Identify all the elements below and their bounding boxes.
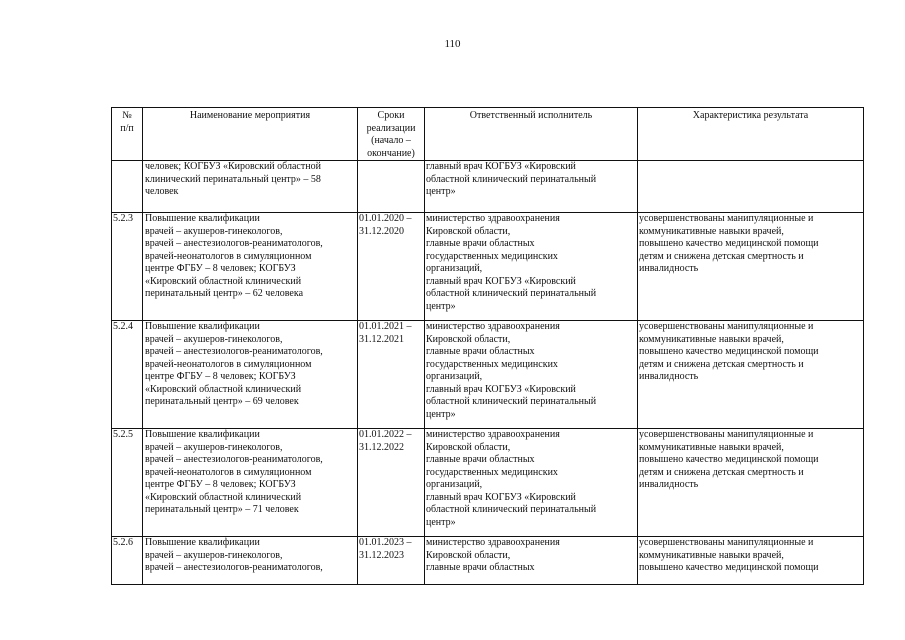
cell-line: усовершенствованы манипуляционные и bbox=[639, 213, 814, 224]
header-line: Сроки bbox=[377, 110, 405, 121]
cell-line: министерство здравоохранения bbox=[426, 429, 560, 440]
cell-line: центре ФГБУ – 8 человек; КОГБУЗ bbox=[145, 371, 296, 382]
cell-line: министерство здравоохранения bbox=[426, 213, 560, 224]
cell-line: Повышение квалификации bbox=[145, 213, 260, 224]
cell-line: организаций, bbox=[426, 371, 483, 382]
responsible-executor-cell bbox=[425, 213, 638, 321]
result-description-cell bbox=[638, 537, 864, 585]
table-row bbox=[112, 161, 864, 213]
activity-name-cell bbox=[143, 321, 358, 429]
cell-line: усовершенствованы манипуляционные и bbox=[639, 429, 814, 440]
header-line: Характеристика результата bbox=[692, 110, 809, 121]
cell-line: главные врачи областных bbox=[426, 238, 535, 249]
cell-line: инвалидность bbox=[639, 479, 699, 490]
table-header-row bbox=[112, 108, 864, 161]
cell-line: главный врач КОГБУЗ «Кировский bbox=[426, 383, 576, 395]
cell-line: Кировской области, bbox=[426, 549, 511, 561]
header-implementation-dates bbox=[358, 108, 425, 161]
cell-line: 01.01.2020 – bbox=[359, 213, 412, 224]
row-number: 5.2.4 bbox=[112, 321, 143, 429]
cell-line: центр» bbox=[426, 408, 456, 420]
implementation-dates-cell bbox=[358, 161, 425, 213]
activity-name-cell bbox=[143, 161, 358, 213]
cell-line: повышено качество медицинской помощи bbox=[639, 238, 819, 249]
cell-line: «Кировский областной клинический bbox=[145, 275, 302, 287]
header-line: Наименование мероприятия bbox=[189, 110, 311, 121]
header-activity-name bbox=[143, 108, 358, 161]
cell-line: Кировской области, bbox=[426, 333, 511, 345]
responsible-executor-cell bbox=[425, 161, 638, 213]
cell-line: центре ФГБУ – 8 человек; КОГБУЗ bbox=[145, 479, 296, 490]
table-row bbox=[112, 213, 864, 321]
cell-line: повышено качество медицинской помощи bbox=[639, 562, 819, 573]
row-number: 5.2.6 bbox=[112, 537, 143, 585]
header-line: Ответственный исполнитель bbox=[469, 110, 593, 121]
row-number: 5.2.3 bbox=[112, 213, 143, 321]
cell-line: врачей-неонатологов в симуляционном bbox=[145, 466, 312, 478]
cell-line: организаций, bbox=[426, 263, 483, 274]
cell-line: областной клинический перинатальный bbox=[426, 504, 597, 515]
activity-name-cell bbox=[143, 213, 358, 321]
cell-line: центр» bbox=[426, 186, 456, 197]
cell-line: коммуникативные навыки врачей, bbox=[639, 225, 784, 237]
activities-table bbox=[111, 107, 864, 585]
table-row bbox=[112, 321, 864, 429]
implementation-dates-cell bbox=[358, 213, 425, 321]
table-body bbox=[112, 161, 864, 585]
cell-line: перинатальный центр» – 62 человека bbox=[145, 288, 304, 299]
cell-line: 31.12.2023 bbox=[359, 549, 404, 561]
header-line: п/п bbox=[120, 122, 134, 134]
implementation-dates-cell bbox=[358, 429, 425, 537]
cell-line: перинатальный центр» – 71 человек bbox=[145, 504, 299, 515]
cell-line: министерство здравоохранения bbox=[426, 321, 560, 332]
cell-line: Повышение квалификации bbox=[145, 321, 260, 332]
cell-line: «Кировский областной клинический bbox=[145, 383, 302, 395]
page-bottom-margin bbox=[0, 600, 905, 640]
cell-line: главные врачи областных bbox=[426, 562, 535, 573]
implementation-dates-cell bbox=[358, 321, 425, 429]
cell-line: врачей – анестезиологов-реаниматологов, bbox=[145, 346, 323, 357]
cell-line: 01.01.2022 – bbox=[359, 429, 412, 440]
result-description-cell bbox=[638, 213, 864, 321]
header-line: реализации bbox=[366, 122, 416, 134]
cell-line: врачей-неонатологов в симуляционном bbox=[145, 250, 312, 262]
cell-line: «Кировский областной клинический bbox=[145, 491, 302, 503]
activity-name-cell bbox=[143, 537, 358, 585]
cell-line: государственных медицинских bbox=[426, 250, 558, 262]
cell-line: повышено качество медицинской помощи bbox=[639, 346, 819, 357]
cell-line: усовершенствованы манипуляционные и bbox=[639, 537, 814, 548]
cell-line: врачей – акушеров-гинекологов, bbox=[145, 441, 283, 453]
cell-line: человек bbox=[145, 186, 179, 197]
header-line: окончание) bbox=[367, 147, 415, 159]
header-line: (начало – bbox=[371, 135, 411, 146]
cell-line: коммуникативные навыки врачей, bbox=[639, 333, 784, 345]
cell-line: центр» bbox=[426, 516, 456, 528]
cell-line: перинатальный центр» – 69 человек bbox=[145, 396, 299, 407]
cell-line: 31.12.2022 bbox=[359, 441, 404, 453]
cell-line: усовершенствованы манипуляционные и bbox=[639, 321, 814, 332]
row-number bbox=[112, 161, 143, 213]
table-row bbox=[112, 537, 864, 585]
cell-line: главный врач КОГБУЗ «Кировский bbox=[426, 161, 576, 172]
responsible-executor-cell bbox=[425, 429, 638, 537]
cell-line: областной клинический перинатальный bbox=[426, 173, 597, 185]
result-description-cell bbox=[638, 429, 864, 537]
header-line: № bbox=[122, 110, 132, 121]
cell-line: врачей – анестезиологов-реаниматологов, bbox=[145, 562, 323, 573]
cell-line: государственных медицинских bbox=[426, 358, 558, 370]
cell-line: врачей – анестезиологов-реаниматологов, bbox=[145, 454, 323, 465]
cell-line: государственных медицинских bbox=[426, 466, 558, 478]
table-row bbox=[112, 429, 864, 537]
cell-line: 01.01.2021 – bbox=[359, 321, 412, 332]
cell-line: врачей – акушеров-гинекологов, bbox=[145, 225, 283, 237]
cell-line: Кировской области, bbox=[426, 441, 511, 453]
cell-line: главные врачи областных bbox=[426, 454, 535, 465]
cell-line: главные врачи областных bbox=[426, 346, 535, 357]
cell-line: инвалидность bbox=[639, 263, 699, 274]
cell-line: областной клинический перинатальный bbox=[426, 288, 597, 299]
cell-line: организаций, bbox=[426, 479, 483, 490]
result-description-cell bbox=[638, 321, 864, 429]
cell-line: детям и снижена детская смертность и bbox=[639, 358, 804, 370]
cell-line: человек; КОГБУЗ «Кировский областной bbox=[145, 161, 321, 172]
cell-line: Кировской области, bbox=[426, 225, 511, 237]
cell-line: главный врач КОГБУЗ «Кировский bbox=[426, 275, 576, 287]
cell-line: коммуникативные навыки врачей, bbox=[639, 549, 784, 561]
cell-line: инвалидность bbox=[639, 371, 699, 382]
activity-name-cell bbox=[143, 429, 358, 537]
cell-line: министерство здравоохранения bbox=[426, 537, 560, 548]
responsible-executor-cell bbox=[425, 537, 638, 585]
cell-line: детям и снижена детская смертность и bbox=[639, 250, 804, 262]
cell-line: 01.01.2023 – bbox=[359, 537, 412, 548]
cell-line: 31.12.2021 bbox=[359, 333, 404, 345]
cell-line: врачей – анестезиологов-реаниматологов, bbox=[145, 238, 323, 249]
page-number: 110 bbox=[444, 38, 461, 50]
responsible-executor-cell bbox=[425, 321, 638, 429]
cell-line: 31.12.2020 bbox=[359, 225, 404, 237]
cell-line: врачей – акушеров-гинекологов, bbox=[145, 333, 283, 345]
header-result-description bbox=[638, 108, 864, 161]
row-number: 5.2.5 bbox=[112, 429, 143, 537]
cell-line: центр» bbox=[426, 300, 456, 312]
result-description-cell bbox=[638, 161, 864, 213]
cell-line: главный врач КОГБУЗ «Кировский bbox=[426, 491, 576, 503]
cell-line: Повышение квалификации bbox=[145, 537, 260, 548]
cell-line: детям и снижена детская смертность и bbox=[639, 466, 804, 478]
cell-line: центре ФГБУ – 8 человек; КОГБУЗ bbox=[145, 263, 296, 274]
cell-line: коммуникативные навыки врачей, bbox=[639, 441, 784, 453]
cell-line: Повышение квалификации bbox=[145, 429, 260, 440]
implementation-dates-cell bbox=[358, 537, 425, 585]
cell-line: клинический перинатальный центр» – 58 bbox=[145, 173, 321, 185]
header-responsible-executor bbox=[425, 108, 638, 161]
cell-line: повышено качество медицинской помощи bbox=[639, 454, 819, 465]
cell-line: врачей – акушеров-гинекологов, bbox=[145, 549, 283, 561]
cell-line: врачей-неонатологов в симуляционном bbox=[145, 358, 312, 370]
cell-line: областной клинический перинатальный bbox=[426, 396, 597, 407]
header-number bbox=[112, 108, 143, 161]
